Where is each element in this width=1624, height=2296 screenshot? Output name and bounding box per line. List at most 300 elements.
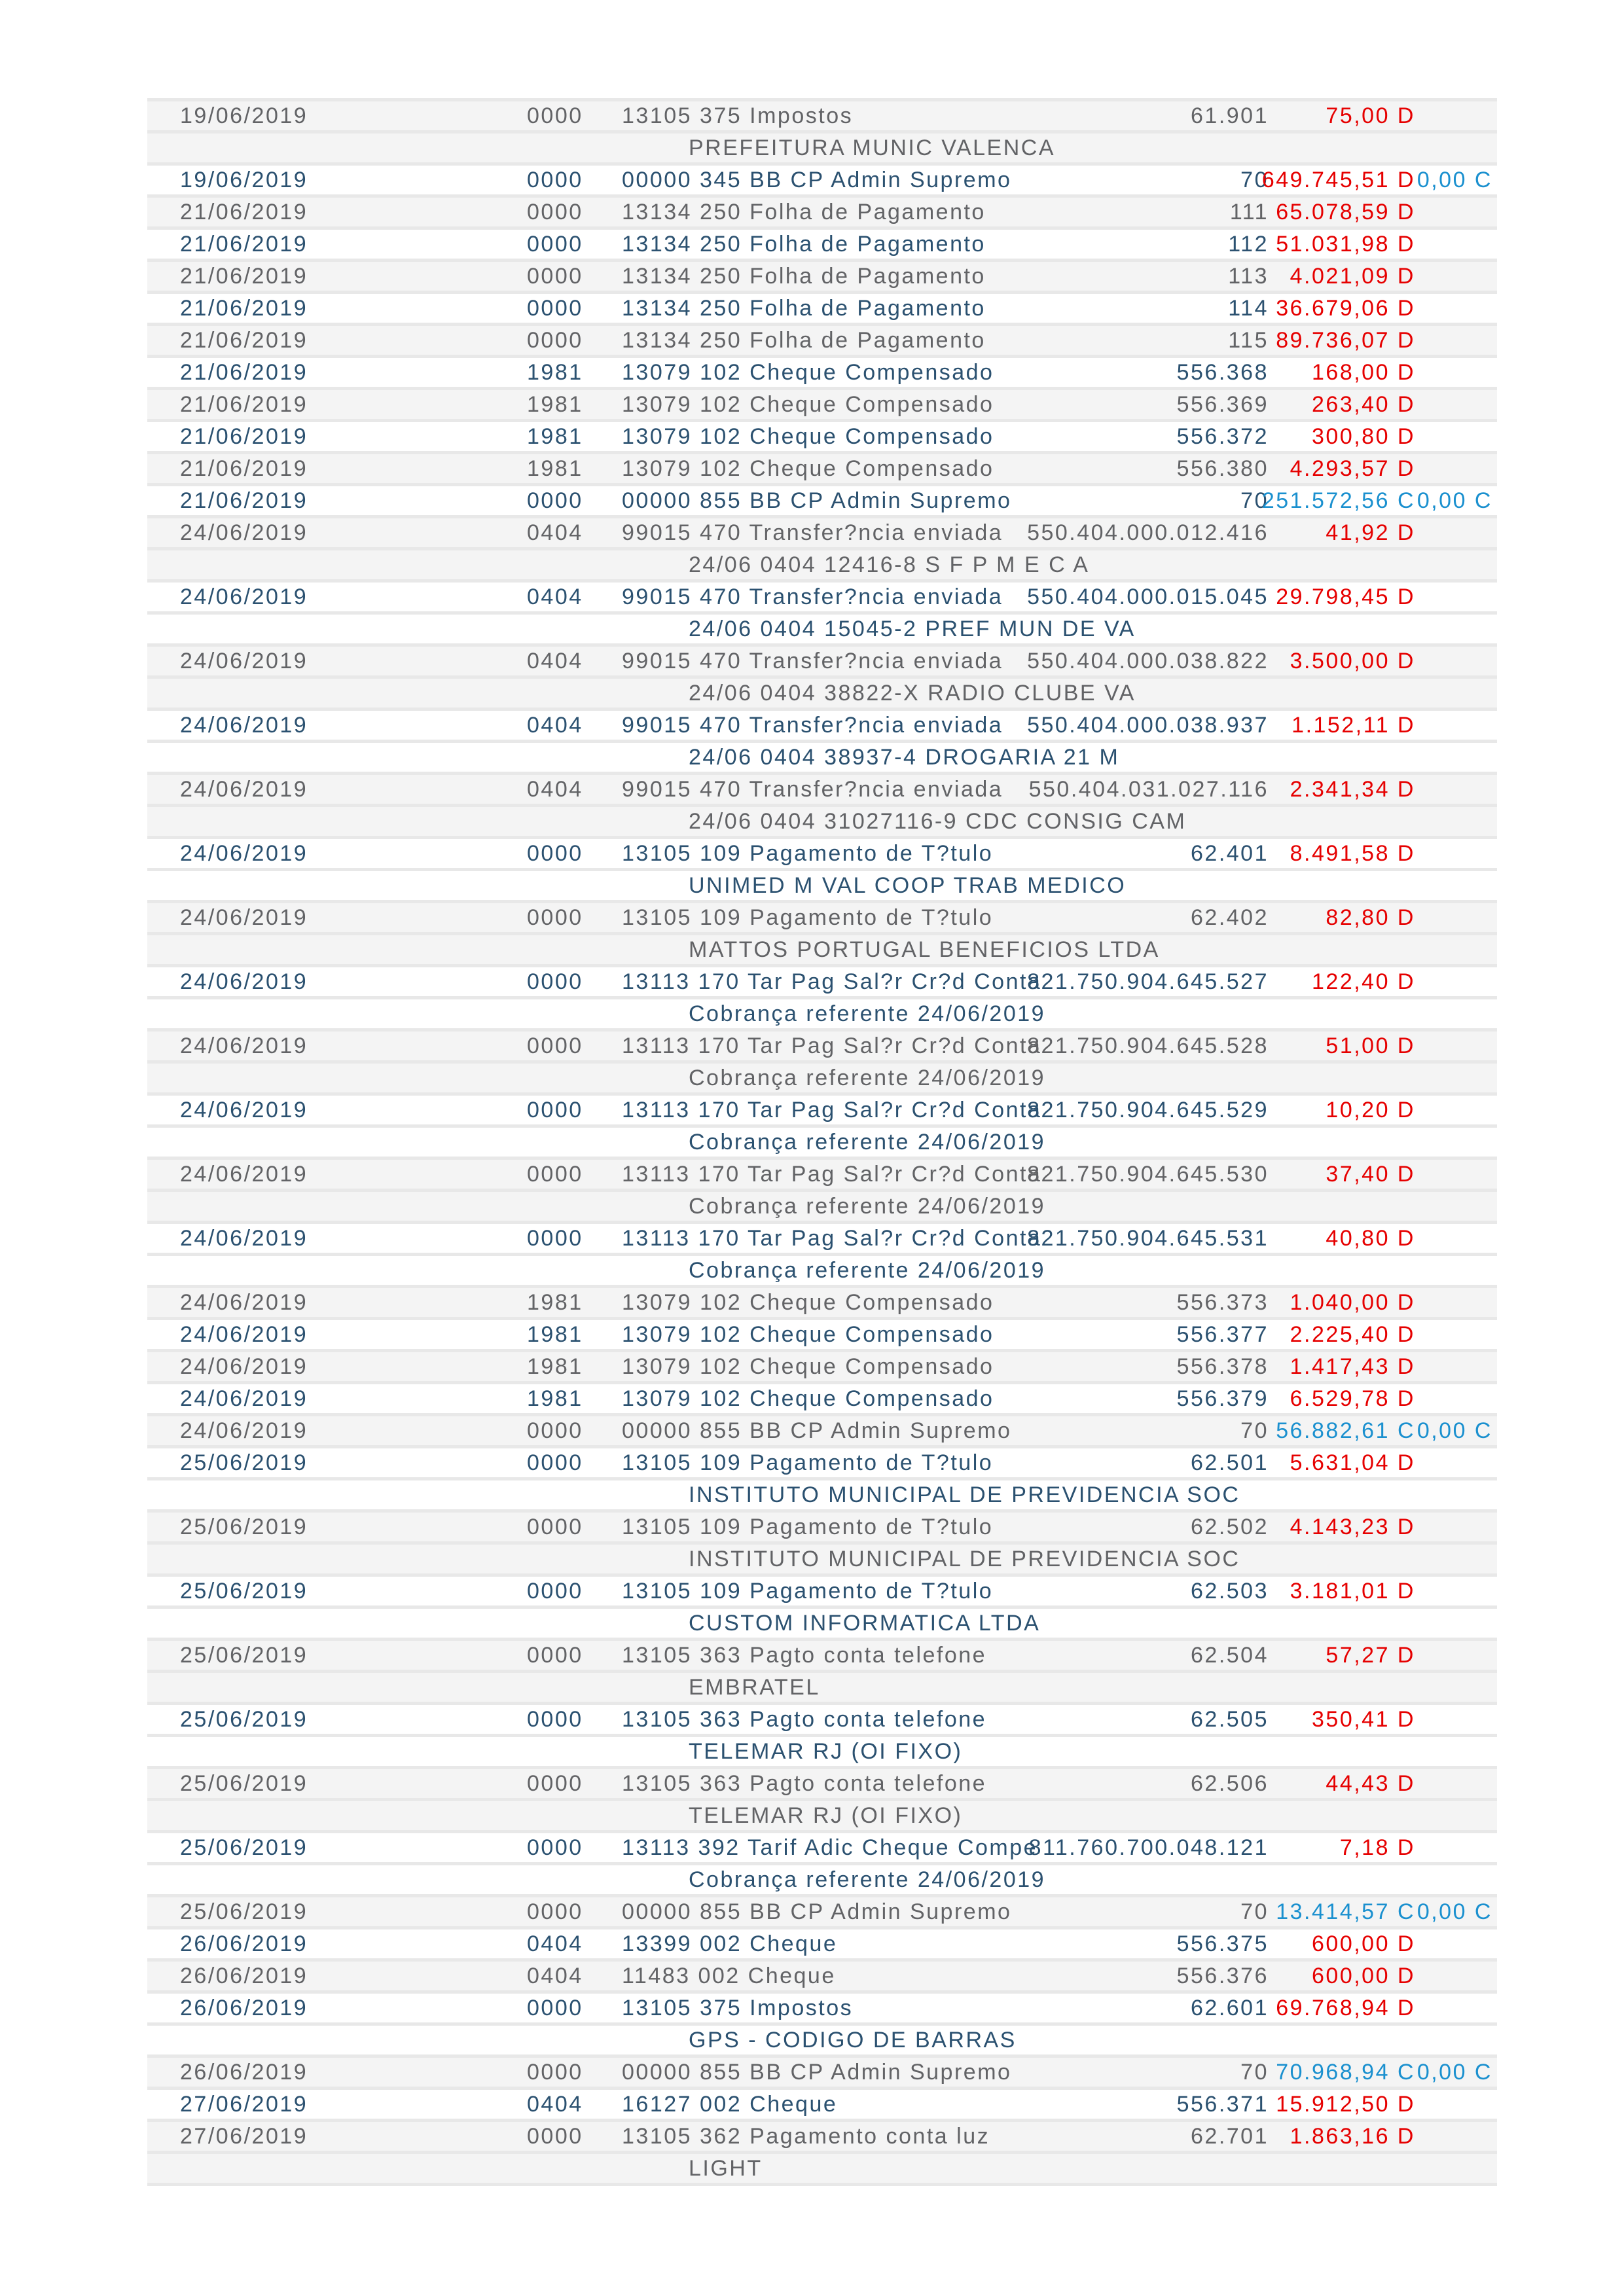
table-row (147, 422, 1497, 451)
cell-document: 114 (1228, 296, 1269, 321)
table-row (147, 262, 1497, 291)
table-row-continuation (147, 2026, 1497, 2054)
cell-date: 26/06/2019 (180, 1931, 308, 1956)
cell-description: 13105 109 Pagamento de T?tulo (622, 841, 994, 866)
cell-value: 2.341,34 D (1290, 777, 1415, 802)
cell-agency: 0000 (527, 103, 583, 128)
cell-agency: 0000 (527, 1418, 583, 1443)
cell-date: 26/06/2019 (180, 1964, 308, 1988)
cell-description: 13105 362 Pagamento conta luz (622, 2124, 990, 2149)
cell-description: 99015 470 Transfer?ncia enviada (622, 584, 1003, 609)
cell-date: 21/06/2019 (180, 360, 308, 385)
table-row-continuation (147, 1192, 1497, 1221)
cell-value: 6.529,78 D (1290, 1386, 1415, 1411)
table-row-continuation (147, 2154, 1497, 2183)
cell-document: 550.404.000.038.822 (1027, 649, 1269, 673)
table-row (147, 294, 1497, 323)
cell-agency: 1981 (527, 1290, 583, 1315)
table-row (147, 1962, 1497, 1990)
cell-agency: 0404 (527, 649, 583, 673)
cell-value: 1.863,16 D (1290, 2124, 1415, 2149)
cell-value: 65.078,59 D (1276, 200, 1415, 224)
table-row (147, 2058, 1497, 2087)
table-row (147, 1929, 1497, 1958)
cell-agency: 1981 (527, 1386, 583, 1411)
cell-value: 57,27 D (1326, 1643, 1415, 1668)
cell-document: 550.404.000.038.937 (1027, 713, 1269, 738)
table-row-continuation (147, 134, 1497, 162)
cell-description: 00000 855 BB CP Admin Supremo (622, 488, 1012, 513)
cell-value: 8.491,58 D (1290, 841, 1415, 866)
cell-document: 556.373 (1176, 1290, 1269, 1315)
cell-description: 13105 363 Pagto conta telefone (622, 1707, 987, 1732)
cell-agency: 0404 (527, 2092, 583, 2117)
cell-value: 41,92 D (1326, 520, 1415, 545)
table-row (147, 583, 1497, 611)
table-row-continuation (147, 1128, 1497, 1157)
cell-agency: 1981 (527, 392, 583, 417)
table-row (147, 967, 1497, 996)
cell-value: 122,40 D (1312, 969, 1415, 994)
cell-value: 82,80 D (1326, 905, 1415, 930)
table-row (147, 1577, 1497, 1605)
cell-value: 37,40 D (1326, 1162, 1415, 1187)
table-row (147, 1641, 1497, 1670)
cell-document: 115 (1228, 328, 1269, 353)
cell-description: 00000 855 BB CP Admin Supremo (622, 2060, 1012, 2085)
cell-date: 24/06/2019 (180, 1322, 308, 1347)
table-row (147, 775, 1497, 804)
table-row-continuation (147, 1609, 1497, 1638)
cell-description: 13079 102 Cheque Compensado (622, 1290, 994, 1315)
cell-value: 51,00 D (1326, 1033, 1415, 1058)
cell-document: 821.750.904.645.529 (1027, 1098, 1269, 1122)
cell-document: 550.404.000.012.416 (1027, 520, 1269, 545)
cell-date: 25/06/2019 (180, 1707, 308, 1732)
cell-description: 16127 002 Cheque (622, 2092, 838, 2117)
cell-agency: 0000 (527, 1033, 583, 1058)
cell-description: 13105 109 Pagamento de T?tulo (622, 1450, 994, 1475)
cell-document: 62.601 (1191, 1996, 1269, 2020)
table-row (147, 1160, 1497, 1189)
cell-agency: 1981 (527, 1354, 583, 1379)
cell-date: 26/06/2019 (180, 1996, 308, 2020)
cell-description: 13113 170 Tar Pag Sal?r Cr?d Conta (622, 1162, 1042, 1187)
cell-agency: 0404 (527, 1931, 583, 1956)
cell-balance-extra: 0,00 C (1416, 1899, 1492, 1924)
table-row-continuation (147, 1865, 1497, 1894)
cell-value: 5.631,04 D (1290, 1450, 1415, 1475)
table-row (147, 647, 1497, 675)
cell-agency: 0000 (527, 232, 583, 257)
table-row (147, 1897, 1497, 1926)
table-row (147, 1833, 1497, 1862)
table-row (147, 1994, 1497, 2022)
cell-agency: 0000 (527, 905, 583, 930)
cell-value: 263,40 D (1312, 392, 1415, 417)
cell-description: 13105 109 Pagamento de T?tulo (622, 905, 994, 930)
table-row-continuation (147, 871, 1497, 900)
cell-complement: UNIMED M VAL COOP TRAB MEDICO (689, 873, 1127, 898)
table-row-continuation (147, 807, 1497, 836)
cell-date: 27/06/2019 (180, 2124, 308, 2149)
cell-date: 19/06/2019 (180, 168, 308, 192)
cell-document: 62.506 (1191, 1771, 1269, 1796)
cell-agency: 0000 (527, 488, 583, 513)
cell-agency: 0000 (527, 1643, 583, 1668)
cell-date: 24/06/2019 (180, 777, 308, 802)
cell-agency: 0000 (527, 264, 583, 289)
cell-agency: 0000 (527, 1226, 583, 1251)
table-row (147, 1352, 1497, 1381)
cell-value: 251.572,56 C (1261, 488, 1415, 513)
cell-value: 29.798,45 D (1276, 584, 1415, 609)
cell-agency: 0404 (527, 520, 583, 545)
cell-balance-extra: 0,00 C (1416, 488, 1492, 513)
cell-agency: 0000 (527, 200, 583, 224)
cell-date: 24/06/2019 (180, 1162, 308, 1187)
cell-complement: 24/06 0404 15045-2 PREF MUN DE VA (689, 617, 1136, 641)
cell-value: 56.882,61 C (1276, 1418, 1415, 1443)
cell-description: 13079 102 Cheque Compensado (622, 1322, 994, 1347)
cell-description: 13113 392 Tarif Adic Cheque Compe (622, 1835, 1038, 1860)
cell-agency: 0000 (527, 1771, 583, 1796)
cell-description: 13134 250 Folha de Pagamento (622, 296, 986, 321)
cell-agency: 0000 (527, 1450, 583, 1475)
cell-document: 821.750.904.645.527 (1027, 969, 1269, 994)
cell-balance-extra: 0,00 C (1416, 168, 1492, 192)
cell-description: 13079 102 Cheque Compensado (622, 360, 994, 385)
cell-document: 70 (1240, 1899, 1269, 1924)
cell-complement: 24/06 0404 38937-4 DROGARIA 21 M (689, 745, 1120, 770)
table-row-continuation (147, 1256, 1497, 1285)
cell-date: 24/06/2019 (180, 1290, 308, 1315)
cell-value: 1.040,00 D (1290, 1290, 1415, 1315)
cell-description: 13105 363 Pagto conta telefone (622, 1643, 987, 1668)
table-row (147, 711, 1497, 740)
cell-description: 13105 109 Pagamento de T?tulo (622, 1515, 994, 1539)
cell-date: 24/06/2019 (180, 1033, 308, 1058)
cell-description: 13079 102 Cheque Compensado (622, 1386, 994, 1411)
cell-complement: Cobrança referente 24/06/2019 (689, 1194, 1046, 1219)
cell-agency: 1981 (527, 360, 583, 385)
cell-agency: 0000 (527, 168, 583, 192)
table-row-continuation (147, 935, 1497, 964)
cell-agency: 0000 (527, 1835, 583, 1860)
table-row (147, 1096, 1497, 1124)
cell-description: 13134 250 Folha de Pagamento (622, 232, 986, 257)
cell-value: 13.414,57 C (1276, 1899, 1415, 1924)
cell-document: 62.501 (1191, 1450, 1269, 1475)
cell-agency: 1981 (527, 456, 583, 481)
cell-document: 556.376 (1176, 1964, 1269, 1988)
table-row (147, 1705, 1497, 1734)
cell-value: 600,00 D (1312, 1964, 1415, 1988)
table-row (147, 101, 1497, 130)
table-row (147, 2122, 1497, 2151)
cell-agency: 0000 (527, 1162, 583, 1187)
table-row (147, 390, 1497, 419)
cell-document: 113 (1228, 264, 1269, 289)
table-row (147, 198, 1497, 226)
cell-complement: INSTITUTO MUNICIPAL DE PREVIDENCIA SOC (689, 1482, 1240, 1507)
cell-agency: 0000 (527, 1996, 583, 2020)
cell-value: 7,18 D (1339, 1835, 1415, 1860)
cell-complement: LIGHT (689, 2156, 763, 2181)
table-row (147, 486, 1497, 515)
table-row (147, 1031, 1497, 1060)
cell-value: 69.768,94 D (1276, 1996, 1415, 2020)
cell-description: 00000 345 BB CP Admin Supremo (622, 168, 1012, 192)
cell-description: 00000 855 BB CP Admin Supremo (622, 1899, 1012, 1924)
cell-complement: Cobrança referente 24/06/2019 (689, 1066, 1046, 1090)
cell-complement: PREFEITURA MUNIC VALENCA (689, 135, 1056, 160)
cell-description: 13113 170 Tar Pag Sal?r Cr?d Conta (622, 969, 1042, 994)
cell-date: 24/06/2019 (180, 649, 308, 673)
cell-value: 40,80 D (1326, 1226, 1415, 1251)
cell-complement: TELEMAR RJ (OI FIXO) (689, 1739, 963, 1764)
cell-date: 21/06/2019 (180, 328, 308, 353)
cell-date: 26/06/2019 (180, 2060, 308, 2085)
cell-document: 62.503 (1191, 1579, 1269, 1604)
cell-complement: Cobrança referente 24/06/2019 (689, 1867, 1046, 1892)
cell-description: 11483 002 Cheque (622, 1964, 836, 1988)
cell-value: 4.293,57 D (1290, 456, 1415, 481)
table-row-continuation (147, 1801, 1497, 1830)
cell-document: 62.504 (1191, 1643, 1269, 1668)
cell-agency: 0404 (527, 1964, 583, 1988)
cell-description: 13113 170 Tar Pag Sal?r Cr?d Conta (622, 1098, 1042, 1122)
cell-document: 556.371 (1176, 2092, 1269, 2117)
cell-description: 13399 002 Cheque (622, 1931, 838, 1956)
cell-date: 24/06/2019 (180, 1386, 308, 1411)
cell-agency: 0404 (527, 584, 583, 609)
cell-value: 3.181,01 D (1290, 1579, 1415, 1604)
table-row-continuation (147, 679, 1497, 708)
table-row-continuation (147, 1480, 1497, 1509)
table-row-continuation (147, 1673, 1497, 1702)
cell-value: 15.912,50 D (1276, 2092, 1415, 2117)
table-row (147, 903, 1497, 932)
cell-complement: 24/06 0404 31027116-9 CDC CONSIG CAM (689, 809, 1187, 834)
table-row (147, 1384, 1497, 1413)
cell-description: 13105 375 Impostos (622, 103, 854, 128)
cell-document: 62.701 (1191, 2124, 1269, 2149)
cell-balance-extra: 0,00 C (1416, 1418, 1492, 1443)
cell-complement: TELEMAR RJ (OI FIXO) (689, 1803, 963, 1828)
cell-value: 3.500,00 D (1290, 649, 1415, 673)
cell-document: 111 (1229, 200, 1269, 224)
cell-complement: Cobrança referente 24/06/2019 (689, 1130, 1046, 1155)
cell-agency: 0404 (527, 777, 583, 802)
cell-value: 4.021,09 D (1290, 264, 1415, 289)
table-row-continuation (147, 1737, 1497, 1766)
cell-description: 13079 102 Cheque Compensado (622, 1354, 994, 1379)
table-row-continuation (147, 1545, 1497, 1573)
cell-complement: CUSTOM INFORMATICA LTDA (689, 1611, 1041, 1636)
cell-date: 25/06/2019 (180, 1643, 308, 1668)
cell-document: 556.377 (1176, 1322, 1269, 1347)
cell-description: 13105 109 Pagamento de T?tulo (622, 1579, 994, 1604)
cell-agency: 0000 (527, 2060, 583, 2085)
cell-date: 24/06/2019 (180, 713, 308, 738)
cell-value: 1.152,11 D (1291, 713, 1415, 738)
cell-description: 13079 102 Cheque Compensado (622, 424, 994, 449)
table-row-continuation (147, 743, 1497, 772)
cell-value: 1.417,43 D (1290, 1354, 1415, 1379)
table-row (147, 454, 1497, 483)
table-row-continuation (147, 615, 1497, 643)
cell-description: 13134 250 Folha de Pagamento (622, 200, 986, 224)
cell-document: 556.368 (1176, 360, 1269, 385)
cell-agency: 0000 (527, 1899, 583, 1924)
cell-agency: 0404 (527, 713, 583, 738)
cell-date: 21/06/2019 (180, 200, 308, 224)
cell-description: 99015 470 Transfer?ncia enviada (622, 649, 1003, 673)
row-divider (147, 2183, 1497, 2186)
cell-agency: 0000 (527, 1579, 583, 1604)
cell-date: 21/06/2019 (180, 296, 308, 321)
cell-value: 36.679,06 D (1276, 296, 1415, 321)
cell-document: 61.901 (1191, 103, 1269, 128)
cell-document: 821.750.904.645.530 (1027, 1162, 1269, 1187)
cell-complement: EMBRATEL (689, 1675, 820, 1700)
cell-value: 2.225,40 D (1290, 1322, 1415, 1347)
cell-value: 10,20 D (1326, 1098, 1415, 1122)
cell-value: 649.745,51 D (1261, 168, 1415, 192)
cell-document: 70 (1240, 2060, 1269, 2085)
statement-table (147, 98, 1497, 2186)
cell-date: 21/06/2019 (180, 264, 308, 289)
cell-date: 19/06/2019 (180, 103, 308, 128)
cell-balance-extra: 0,00 C (1416, 2060, 1492, 2085)
cell-value: 600,00 D (1312, 1931, 1415, 1956)
cell-complement: Cobrança referente 24/06/2019 (689, 1258, 1046, 1283)
cell-description: 99015 470 Transfer?ncia enviada (622, 777, 1003, 802)
cell-document: 556.369 (1176, 392, 1269, 417)
cell-agency: 1981 (527, 1322, 583, 1347)
cell-document: 556.378 (1176, 1354, 1269, 1379)
cell-description: 13134 250 Folha de Pagamento (622, 264, 986, 289)
cell-description: 13113 170 Tar Pag Sal?r Cr?d Conta (622, 1033, 1042, 1058)
table-row-continuation (147, 999, 1497, 1028)
table-row (147, 1513, 1497, 1541)
cell-date: 21/06/2019 (180, 488, 308, 513)
cell-document: 811.760.700.048.121 (1028, 1835, 1269, 1860)
table-row (147, 2090, 1497, 2119)
table-row (147, 1224, 1497, 1253)
cell-value: 350,41 D (1312, 1707, 1415, 1732)
cell-value: 70.968,94 C (1276, 2060, 1415, 2085)
table-row (147, 1448, 1497, 1477)
cell-date: 21/06/2019 (180, 456, 308, 481)
cell-description: 13134 250 Folha de Pagamento (622, 328, 986, 353)
table-row (147, 518, 1497, 547)
cell-document: 62.402 (1191, 905, 1269, 930)
table-row (147, 839, 1497, 868)
cell-description: 13105 363 Pagto conta telefone (622, 1771, 987, 1796)
cell-agency: 0000 (527, 296, 583, 321)
cell-document: 70 (1240, 488, 1269, 513)
cell-agency: 1981 (527, 424, 583, 449)
cell-date: 21/06/2019 (180, 392, 308, 417)
cell-date: 24/06/2019 (180, 841, 308, 866)
cell-document: 550.404.000.015.045 (1027, 584, 1269, 609)
cell-date: 24/06/2019 (180, 1226, 308, 1251)
table-row (147, 326, 1497, 355)
cell-description: 00000 855 BB CP Admin Supremo (622, 1418, 1012, 1443)
cell-date: 25/06/2019 (180, 1899, 308, 1924)
cell-date: 25/06/2019 (180, 1579, 308, 1604)
cell-date: 24/06/2019 (180, 969, 308, 994)
cell-document: 62.505 (1191, 1707, 1269, 1732)
table-row (147, 1769, 1497, 1798)
cell-date: 27/06/2019 (180, 2092, 308, 2117)
cell-document: 821.750.904.645.528 (1027, 1033, 1269, 1058)
cell-agency: 0000 (527, 1515, 583, 1539)
cell-complement: MATTOS PORTUGAL BENEFICIOS LTDA (689, 937, 1160, 962)
cell-document: 112 (1228, 232, 1269, 257)
cell-document: 550.404.031.027.116 (1028, 777, 1269, 802)
cell-complement: 24/06 0404 12416-8 S F P M E C A (689, 552, 1090, 577)
cell-agency: 0000 (527, 2124, 583, 2149)
cell-complement: INSTITUTO MUNICIPAL DE PREVIDENCIA SOC (689, 1547, 1240, 1571)
table-row (147, 230, 1497, 259)
cell-date: 24/06/2019 (180, 1418, 308, 1443)
cell-value: 89.736,07 D (1276, 328, 1415, 353)
cell-document: 821.750.904.645.531 (1027, 1226, 1269, 1251)
cell-document: 70 (1240, 168, 1269, 192)
cell-document: 62.401 (1191, 841, 1269, 866)
cell-description: 13113 170 Tar Pag Sal?r Cr?d Conta (622, 1226, 1042, 1251)
cell-description: 13105 375 Impostos (622, 1996, 854, 2020)
table-row (147, 1288, 1497, 1317)
cell-value: 300,80 D (1312, 424, 1415, 449)
table-row (147, 358, 1497, 387)
cell-description: 13079 102 Cheque Compensado (622, 456, 994, 481)
cell-date: 24/06/2019 (180, 520, 308, 545)
cell-date: 24/06/2019 (180, 905, 308, 930)
cell-date: 25/06/2019 (180, 1771, 308, 1796)
cell-agency: 0000 (527, 1098, 583, 1122)
table-row (147, 1320, 1497, 1349)
table-row (147, 1416, 1497, 1445)
cell-date: 21/06/2019 (180, 232, 308, 257)
cell-description: 99015 470 Transfer?ncia enviada (622, 713, 1003, 738)
table-row (147, 166, 1497, 194)
cell-agency: 0000 (527, 841, 583, 866)
table-row-continuation (147, 1064, 1497, 1092)
cell-document: 556.372 (1176, 424, 1269, 449)
cell-value: 168,00 D (1312, 360, 1415, 385)
cell-document: 556.379 (1176, 1386, 1269, 1411)
cell-date: 25/06/2019 (180, 1515, 308, 1539)
cell-complement: 24/06 0404 38822-X RADIO CLUBE VA (689, 681, 1136, 706)
cell-agency: 0000 (527, 328, 583, 353)
cell-description: 13079 102 Cheque Compensado (622, 392, 994, 417)
cell-date: 24/06/2019 (180, 1354, 308, 1379)
cell-document: 70 (1240, 1418, 1269, 1443)
cell-date: 25/06/2019 (180, 1835, 308, 1860)
table-row-continuation (147, 550, 1497, 579)
cell-agency: 0000 (527, 1707, 583, 1732)
cell-date: 24/06/2019 (180, 584, 308, 609)
cell-complement: Cobrança referente 24/06/2019 (689, 1001, 1046, 1026)
cell-value: 4.143,23 D (1290, 1515, 1415, 1539)
cell-value: 75,00 D (1326, 103, 1415, 128)
cell-document: 556.380 (1176, 456, 1269, 481)
cell-date: 25/06/2019 (180, 1450, 308, 1475)
